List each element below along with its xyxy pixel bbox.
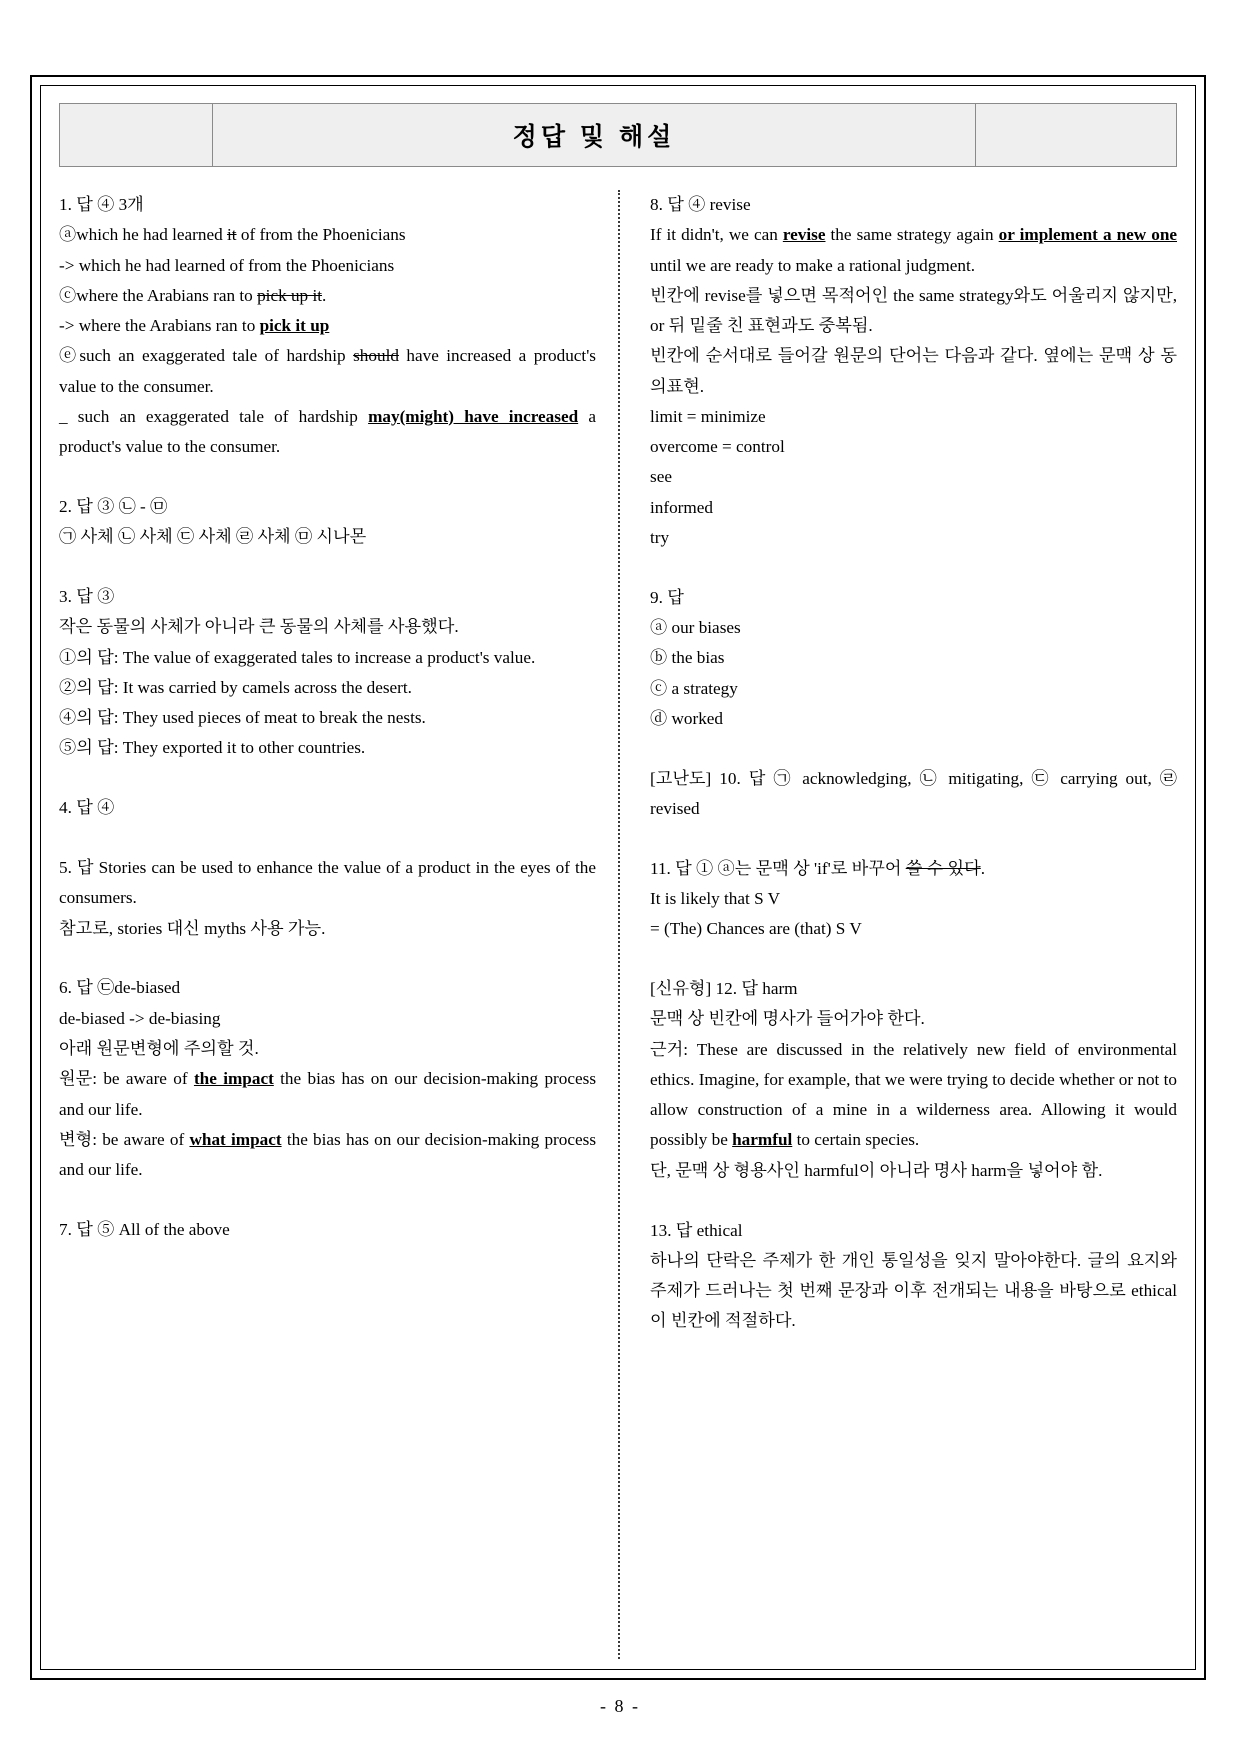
plain-text: [고난도] 10. 답 ㉠ acknowledging, ㉡ mitigating, ㉢ carrying out, ㉣ revised	[650, 768, 1177, 818]
answer-heading: 1. 답 ④ 3개	[59, 195, 144, 214]
plain-text: until we are ready to make a rational judgment.	[650, 255, 976, 275]
answer-line	[650, 643, 1177, 673]
emphasis-text: pick it up	[259, 316, 330, 336]
answer-block-item-6	[59, 973, 596, 1185]
answer-line	[650, 493, 1177, 523]
plain-text: ⓐ our biases	[650, 618, 741, 638]
plain-text: informed	[650, 497, 714, 517]
answer-heading: 9. 답	[650, 587, 684, 607]
plain-text: -> which he had learned of from the Phoenicians	[59, 255, 395, 275]
answer-line	[59, 703, 596, 733]
strikethrough-text: 쓸 수 있다	[905, 858, 981, 878]
strikethrough-text: should	[353, 346, 399, 366]
plain-text: the same strategy again	[825, 225, 999, 245]
emphasis-text: what impact	[189, 1129, 282, 1149]
answer-line	[650, 523, 1177, 553]
answer-block-item-3	[59, 582, 596, 764]
answer-line	[59, 643, 596, 673]
answer-heading: 2. 답 ③ ㉡ - ㉤	[59, 496, 168, 516]
answer-line	[59, 1125, 596, 1186]
plain-text: ⑤의 답: They exported it to other countries.	[59, 738, 366, 758]
header-table	[59, 103, 1177, 167]
plain-text: ⓒwhere the Arabians ran to	[59, 285, 258, 305]
plain-text: 작은 동물의 사체가 아니라 큰 동물의 사체를 사용했다.	[59, 617, 459, 637]
answer-heading: 13. 답 ethical	[650, 1220, 743, 1240]
emphasis-text: or implement a new one	[998, 225, 1178, 245]
answer-heading: 4. 답 ④	[59, 798, 115, 818]
left-column	[59, 190, 618, 1659]
plain-text: de-biased -> de-biasing	[59, 1008, 221, 1028]
answer-line	[59, 733, 596, 763]
answer-line	[650, 281, 1177, 342]
answer-heading: 6. 답 ㉢de-biased	[59, 978, 181, 998]
emphasis-text: harmful	[732, 1130, 793, 1150]
plain-text: If it didn't, we can	[650, 225, 783, 245]
answer-line	[650, 914, 1177, 944]
answer-line	[59, 853, 596, 914]
plain-text: a product's value to the consumer.	[59, 406, 596, 457]
plain-text: _ such an exaggerated tale of hardship	[59, 406, 369, 426]
emphasis-text: the impact	[193, 1069, 274, 1089]
answer-line	[650, 613, 1177, 643]
plain-text: see	[650, 467, 672, 487]
plain-text: ⓔsuch an exaggerated tale of hardship	[59, 346, 354, 366]
answer-line	[650, 1004, 1177, 1034]
answer-block-item-4	[59, 793, 596, 823]
plain-text: 아래 원문변형에 주의할 것.	[59, 1039, 259, 1058]
emphasis-text: may(might) have increased	[368, 406, 579, 426]
plain-text: ⓐwhich he had learned	[59, 225, 227, 245]
plain-text: ①의 답: The value of exaggerated tales to increase a product's value.	[59, 647, 536, 667]
plain-text: have increased a product's value to the consumer.	[59, 346, 596, 396]
plain-text: ⓒ a strategy	[650, 678, 738, 698]
answer-line	[650, 432, 1177, 462]
plain-text: = (The) Chances are (that) S V	[650, 919, 862, 939]
answer-line	[650, 884, 1177, 914]
page-footer: - 8 -	[600, 1696, 640, 1716]
answer-line	[650, 764, 1177, 825]
strikethrough-text: it	[227, 225, 237, 245]
right-column	[618, 190, 1177, 1659]
answer-columns	[59, 190, 1177, 1659]
answer-line	[650, 674, 1177, 704]
answer-line	[59, 1064, 596, 1125]
plain-text: 변형: be aware of	[59, 1129, 190, 1149]
answer-line	[650, 341, 1177, 402]
strikethrough-text: pick up it	[257, 285, 323, 305]
answer-line	[650, 1035, 1177, 1156]
answer-line	[650, 462, 1177, 492]
answer-line	[59, 341, 596, 402]
plain-text: It is likely that S V	[650, 889, 781, 909]
plain-text: ②의 답: It was carried by camels across the desert.	[59, 677, 412, 697]
plain-text: overcome = control	[650, 437, 785, 457]
answer-block-item-8	[650, 190, 1177, 553]
answer-block-item-11	[650, 854, 1177, 945]
answer-line	[59, 612, 596, 642]
answer-line	[59, 281, 596, 311]
answer-line	[650, 402, 1177, 432]
plain-text: to certain species.	[792, 1130, 920, 1150]
plain-text: the bias has on our decision-making process and our life.	[59, 1129, 597, 1180]
answer-line	[59, 1034, 596, 1064]
plain-text: try	[650, 527, 670, 547]
plain-text: 근거: These are discussed in the relatively new field of environmental ethics. Imagine, for example, that we were trying to decide whether or not to allow construction of a mine in a wilderness area. Allowing it would possibly be	[650, 1039, 1177, 1150]
plain-text: ⓑ the bias	[650, 648, 725, 668]
answer-heading: 7. 답 ⑤ All of the above	[59, 1219, 230, 1239]
answer-line	[650, 854, 1177, 884]
answer-line	[650, 704, 1177, 734]
plain-text: 단, 문맥 상 형용사인 harmful이 아니라 명사 harm을 넣어야 함.	[650, 1160, 1103, 1180]
plain-text: 5. 답 Stories can be used to enhance the value of a product in the eyes of the consumers.	[59, 858, 596, 908]
plain-text: ⓓ worked	[650, 708, 724, 728]
worksheet-inner-border	[40, 85, 1196, 1670]
answer-block-item-10	[650, 764, 1177, 825]
plain-text: 11. 답 ① ⓐ는 문맥 상 'if'로 바꾸어	[650, 858, 906, 878]
answer-line	[59, 311, 596, 341]
emphasis-text: revise	[782, 225, 826, 245]
answer-line	[650, 1246, 1177, 1337]
header-left-cell	[60, 104, 213, 167]
plain-text: 하나의 단락은 주제가 한 개인 통일성을 잊지 말아야한다. 글의 요지와 주제가 드러나는 첫 번째 문장과 이후 전개되는 내용을 바탕으로 ethical이 빈칸에 적절하다.	[650, 1250, 1177, 1331]
answer-line	[59, 522, 596, 552]
answer-line	[59, 220, 596, 250]
answer-heading: 3. 답 ③	[59, 587, 115, 607]
plain-text: -> where the Arabians ran to	[59, 316, 260, 336]
plain-text: 문맥 상 빈칸에 명사가 들어가야 한다.	[650, 1009, 925, 1029]
answer-block-item-1	[59, 190, 596, 462]
plain-text: 원문: be aware of	[59, 1069, 194, 1089]
answer-block-item-13	[650, 1216, 1177, 1337]
answer-line	[650, 1156, 1177, 1186]
worksheet-page-border	[30, 75, 1206, 1680]
answer-line	[650, 220, 1177, 281]
header-row	[60, 104, 1177, 167]
page-title: 정답 및 해설	[213, 104, 976, 167]
plain-text: ④의 답: They used pieces of meat to break the nests.	[59, 708, 426, 728]
plain-text: the bias has on our decision-making process and our life.	[59, 1069, 597, 1119]
answer-line	[59, 251, 596, 281]
answer-line	[59, 673, 596, 703]
header-right-cell	[976, 104, 1177, 167]
answer-block-item-9	[650, 583, 1177, 734]
plain-text: 빈칸에 revise를 넣으면 목적어인 the same strategy와도 어울리지 않지만, or 뒤 밑줄 친 표현과도 중복됨.	[650, 285, 1177, 336]
answer-block-item-7	[59, 1215, 596, 1245]
plain-text: 참고로, stories 대신 myths 사용 가능.	[59, 918, 326, 938]
answer-line	[59, 1004, 596, 1034]
answer-heading: [신유형] 12. 답 harm	[650, 979, 798, 999]
plain-text: .	[980, 858, 986, 878]
plain-text: limit = minimize	[650, 406, 766, 426]
answer-block-item-5	[59, 853, 596, 944]
plain-text: .	[322, 285, 327, 305]
plain-text: of from the Phoenicians	[236, 225, 406, 245]
answer-block-item-12	[650, 974, 1177, 1186]
answer-block-item-2	[59, 492, 596, 553]
answer-heading: 8. 답 ④ revise	[650, 195, 751, 214]
answer-line	[59, 914, 596, 944]
answer-line	[59, 402, 596, 463]
plain-text: 빈칸에 순서대로 들어갈 원문의 단어는 다음과 같다. 옆에는 문맥 상 동의표현.	[650, 346, 1177, 396]
plain-text: ㉠ 사체 ㉡ 사체 ㉢ 사체 ㉣ 사체 ㉤ 시나몬	[59, 527, 367, 547]
